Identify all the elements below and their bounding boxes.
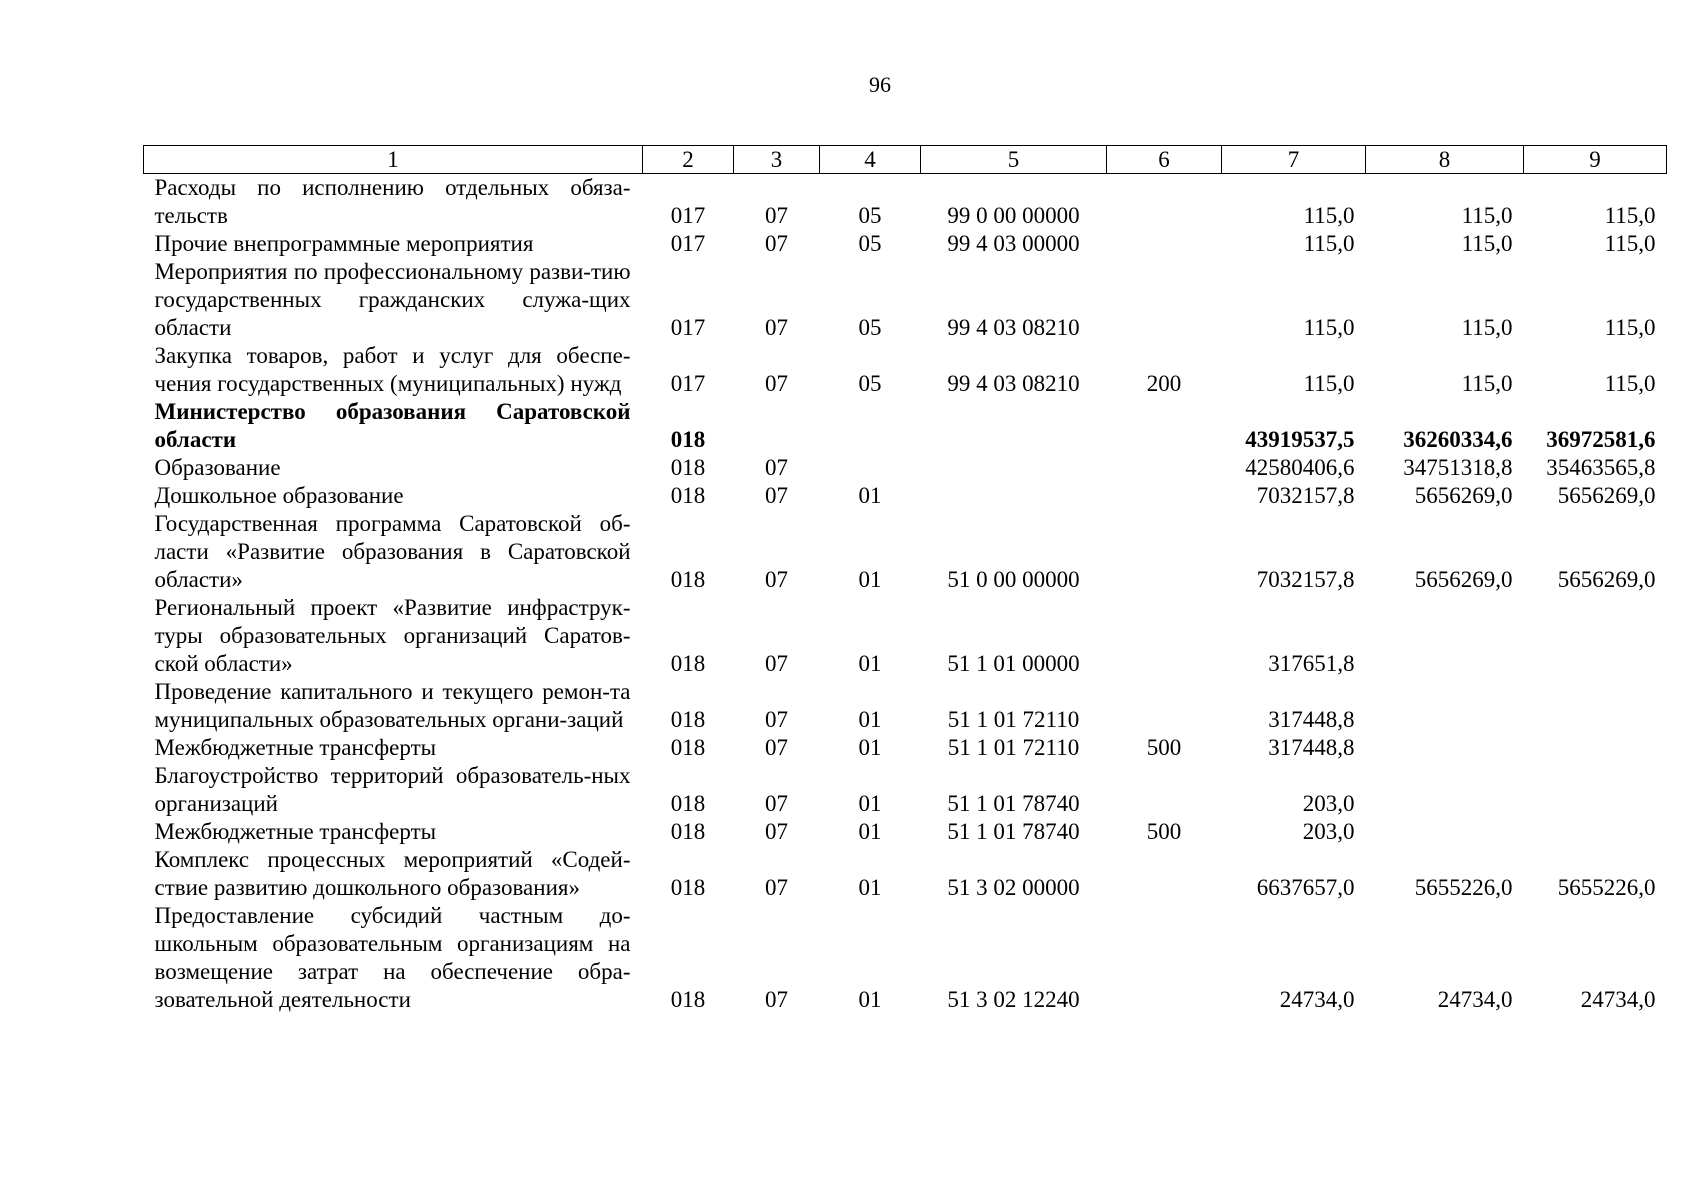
row-col-9: 115,0 [1604, 371, 1656, 396]
row-col-9 [1524, 594, 1667, 678]
row-col-2: 018 [670, 987, 706, 1012]
row-col-3: 07 [765, 203, 788, 228]
row-col-2: 017 [670, 371, 706, 396]
row-col-4: 01 [858, 735, 882, 760]
row-col-2: 018 [670, 483, 706, 508]
row-col-4: 01 [858, 483, 882, 508]
row-col-9: 35463565,8 [1546, 455, 1656, 480]
row-col-2: 018 [670, 819, 706, 844]
row-col-4: 05 [858, 203, 882, 228]
table-row [144, 258, 1667, 342]
table-row [144, 818, 1667, 846]
row-col-5: 51 1 01 00000 [947, 651, 1080, 676]
row-col-6 [1107, 846, 1222, 902]
row-col-6 [1107, 510, 1222, 594]
row-col-3: 07 [765, 707, 788, 732]
row-col-4 [820, 454, 921, 482]
row-col-4: 05 [858, 315, 882, 340]
row-col-3: 07 [765, 875, 788, 900]
row-col-5: 51 1 01 72110 [947, 707, 1080, 732]
row-col-5: 99 4 03 00000 [947, 231, 1080, 256]
row-col-4: 05 [858, 371, 882, 396]
row-col-8: 115,0 [1461, 231, 1513, 256]
row-col-7: 317448,8 [1268, 735, 1355, 760]
row-col-5: 99 0 00 00000 [947, 203, 1080, 228]
row-col-7: 7032157,8 [1256, 483, 1355, 508]
table-row [144, 230, 1667, 258]
row-col-4: 01 [858, 987, 882, 1012]
row-col-4: 01 [858, 791, 882, 816]
table-row [144, 594, 1667, 678]
header-col-9: 9 [1524, 146, 1667, 174]
row-col-9: 36972581,6 [1546, 427, 1656, 452]
row-col-5: 51 0 00 00000 [947, 567, 1080, 592]
row-col-9: 5656269,0 [1557, 567, 1656, 592]
row-col-7: 6637657,0 [1256, 875, 1355, 900]
row-col-6 [1107, 454, 1222, 482]
page-number: 96 [869, 72, 891, 97]
header-col-7: 7 [1222, 146, 1366, 174]
header-col-2: 2 [643, 146, 734, 174]
table-row [144, 342, 1667, 398]
row-col-9 [1524, 762, 1667, 818]
row-name: Государственная программа Саратовской об-ласти «Развитие образования в Саратовской области» [154, 511, 631, 592]
row-name: Региональный проект «Развитие инфраструк-туры образовательных организаций Саратов-ской области» [154, 595, 631, 676]
row-name: Образование [154, 455, 281, 480]
row-col-2: 018 [670, 567, 706, 592]
row-name: Межбюджетные трансферты [154, 819, 437, 844]
row-name: Закупка товаров, работ и услуг для обеспе-чения государственных (муниципальных) нужд [154, 343, 631, 396]
row-col-9: 115,0 [1604, 203, 1656, 228]
table-row [144, 902, 1667, 1014]
row-name: Комплекс процессных мероприятий «Содей-ствие развитию дошкольного образования» [154, 847, 631, 900]
row-col-7: 24734,0 [1279, 987, 1355, 1012]
row-col-4: 01 [858, 567, 882, 592]
row-col-7: 43919537,5 [1245, 427, 1355, 452]
row-name: Проведение капитального и текущего ремон-та муниципальных образовательных органи-заций [154, 679, 631, 732]
row-name: Расходы по исполнению отдельных обяза-тельств [154, 175, 631, 228]
row-name: Министерство образования Саратовской области [154, 399, 631, 452]
table-row [144, 846, 1667, 902]
row-col-9: 24734,0 [1580, 987, 1656, 1012]
row-col-3: 07 [765, 455, 788, 480]
row-col-3: 07 [765, 791, 788, 816]
row-col-2: 017 [670, 315, 706, 340]
row-col-5 [921, 482, 1107, 510]
row-col-2: 018 [670, 455, 706, 480]
table-row [144, 174, 1667, 231]
row-col-4: 01 [858, 651, 882, 676]
row-col-9 [1524, 818, 1667, 846]
row-col-3: 07 [765, 987, 788, 1012]
table-header-row [144, 146, 1667, 174]
row-col-5: 51 1 01 78740 [947, 819, 1080, 844]
row-col-7: 42580406,6 [1245, 455, 1355, 480]
budget-table [143, 145, 1667, 1014]
row-col-9: 5655226,0 [1557, 875, 1656, 900]
row-col-9: 115,0 [1604, 231, 1656, 256]
row-col-5: 99 4 03 08210 [947, 371, 1080, 396]
row-col-6 [1107, 594, 1222, 678]
row-col-8: 5656269,0 [1414, 567, 1513, 592]
row-col-7: 317651,8 [1268, 651, 1355, 676]
row-col-7: 115,0 [1303, 315, 1355, 340]
row-col-3: 07 [765, 567, 788, 592]
row-col-7: 115,0 [1303, 231, 1355, 256]
row-col-8 [1366, 734, 1524, 762]
row-col-4: 01 [858, 707, 882, 732]
row-col-9 [1524, 734, 1667, 762]
row-col-2: 018 [670, 427, 706, 452]
table-row [144, 734, 1667, 762]
row-col-6 [1107, 174, 1222, 231]
row-col-7: 115,0 [1303, 203, 1355, 228]
row-col-6 [1107, 398, 1222, 454]
row-col-8 [1366, 762, 1524, 818]
row-col-5: 51 1 01 72110 [947, 735, 1080, 760]
row-col-4: 01 [858, 875, 882, 900]
row-col-7: 115,0 [1303, 371, 1355, 396]
row-name: Мероприятия по профессиональному разви-тию государственных гражданских служа-щих области [154, 259, 631, 340]
row-col-5 [921, 398, 1107, 454]
table-row [144, 454, 1667, 482]
row-col-8: 36260334,6 [1403, 427, 1513, 452]
row-col-3: 07 [765, 315, 788, 340]
row-col-9 [1524, 678, 1667, 734]
row-col-6 [1107, 258, 1222, 342]
row-name: Предоставление субсидий частным до-школьным образовательным организациям на возмещение затрат на обеспечение обра-зовательной деятельности [154, 903, 631, 1012]
row-col-8: 34751318,8 [1403, 455, 1513, 480]
row-col-6 [1107, 678, 1222, 734]
row-col-7: 203,0 [1302, 819, 1355, 844]
row-col-4 [820, 398, 921, 454]
row-col-2: 018 [670, 791, 706, 816]
row-col-3: 07 [765, 735, 788, 760]
row-col-3: 07 [765, 231, 788, 256]
row-col-6 [1107, 762, 1222, 818]
row-col-6 [1107, 482, 1222, 510]
row-col-3: 07 [765, 651, 788, 676]
row-col-5: 51 3 02 00000 [947, 875, 1080, 900]
row-col-6: 500 [1146, 819, 1182, 844]
row-col-2: 018 [670, 651, 706, 676]
header-col-5: 5 [921, 146, 1107, 174]
row-col-8 [1366, 818, 1524, 846]
row-col-8: 115,0 [1461, 203, 1513, 228]
row-col-5 [921, 454, 1107, 482]
row-col-6: 500 [1146, 735, 1182, 760]
header-col-6: 6 [1107, 146, 1222, 174]
row-col-6 [1107, 230, 1222, 258]
row-col-8 [1366, 678, 1524, 734]
row-col-4: 01 [858, 819, 882, 844]
table-row [144, 510, 1667, 594]
table-row [144, 482, 1667, 510]
row-col-2: 018 [670, 735, 706, 760]
row-col-3: 07 [765, 819, 788, 844]
row-col-3: 07 [765, 371, 788, 396]
row-col-8: 115,0 [1461, 315, 1513, 340]
row-col-7: 317448,8 [1268, 707, 1355, 732]
header-col-4: 4 [820, 146, 921, 174]
row-name: Дошкольное образование [154, 483, 404, 508]
table-row [144, 678, 1667, 734]
row-col-9: 5656269,0 [1557, 483, 1656, 508]
table-row [144, 398, 1667, 454]
row-col-5: 51 3 02 12240 [947, 987, 1080, 1012]
row-col-8: 5655226,0 [1414, 875, 1513, 900]
row-name: Благоустройство территорий образователь-ных организаций [154, 763, 631, 816]
row-col-9: 115,0 [1604, 315, 1656, 340]
row-col-2: 018 [670, 707, 706, 732]
row-col-2: 017 [670, 231, 706, 256]
row-col-5: 51 1 01 78740 [947, 791, 1080, 816]
row-col-8: 115,0 [1461, 371, 1513, 396]
row-col-3: 07 [765, 483, 788, 508]
row-col-8: 5656269,0 [1414, 483, 1513, 508]
row-col-7: 7032157,8 [1256, 567, 1355, 592]
header-col-1: 1 [144, 146, 643, 174]
row-name: Прочие внепрограммные мероприятия [154, 231, 534, 256]
row-col-8 [1366, 594, 1524, 678]
row-col-5: 99 4 03 08210 [947, 315, 1080, 340]
row-col-2: 018 [670, 875, 706, 900]
row-col-3 [734, 398, 820, 454]
header-col-3: 3 [734, 146, 820, 174]
row-col-4: 05 [858, 231, 882, 256]
row-col-6 [1107, 902, 1222, 1014]
row-col-6: 200 [1146, 371, 1182, 396]
row-name: Межбюджетные трансферты [154, 735, 437, 760]
row-col-8: 24734,0 [1437, 987, 1513, 1012]
row-col-7: 203,0 [1302, 791, 1355, 816]
row-col-2: 017 [670, 203, 706, 228]
table-row [144, 762, 1667, 818]
header-col-8: 8 [1366, 146, 1524, 174]
